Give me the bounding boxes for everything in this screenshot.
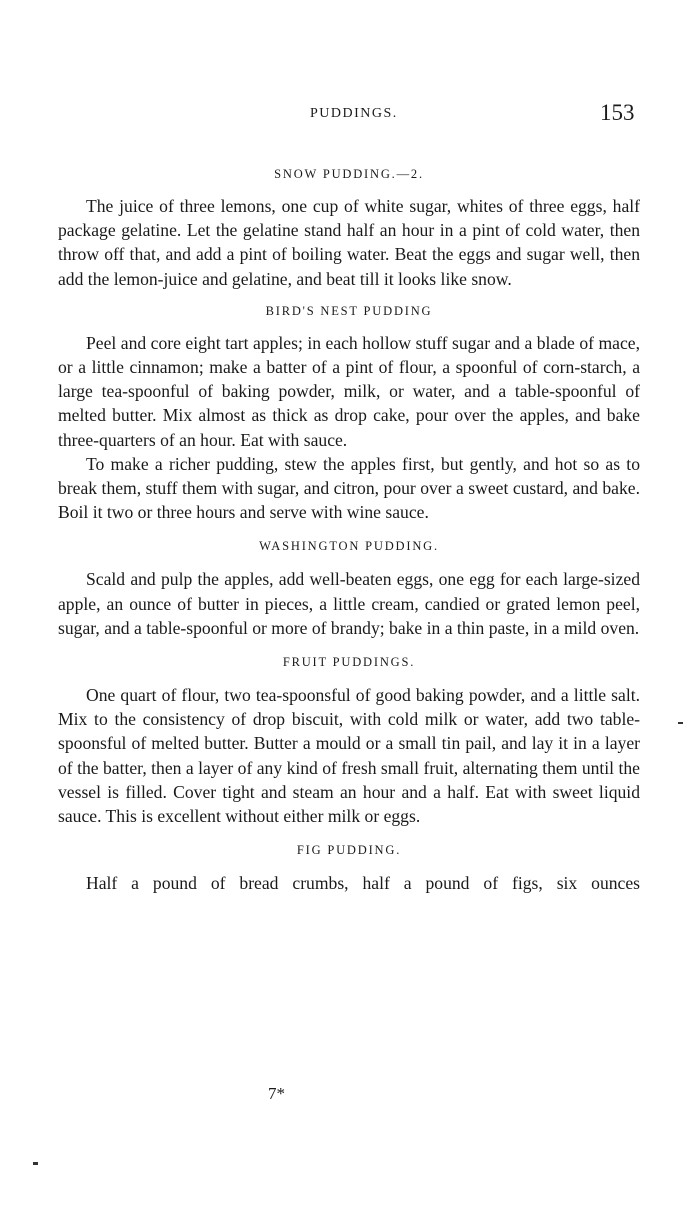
recipe-paragraph: One quart of flour, two tea-spoonsful of good baking powder, and a little salt. Mix to the consistency of drop biscuit, with cold milk or water, add two table-spoonsful of melted butter. Butter a mould or a small tin pail, and lay it in a layer of the batter, then a layer of any kind of fresh small fruit, alternating them until the vessel is filled. Cover tight and steam an hour and a half. Eat with sweet liquid sauce. This is excellent without either milk or eggs. xyxy=(58,685,640,827)
recipe-heading: SNOW PUDDING.—2. xyxy=(274,167,424,181)
recipe-birds-nest-pudding xyxy=(58,303,640,525)
recipe-paragraph: Peel and core eight tart apples; in each hollow stuff sugar and a blade of mace, or a little cinnamon; make a batter of a pint of flour, a spoonful of corn-starch, a large tea-spoonful of baking powder, milk, or water, and a table-spoonful of melted butter. Mix almost as thick as drop cake, pour over the apples, and bake three-quarters of an hour. Eat with sauce. xyxy=(58,332,640,450)
recipe-heading: BIRD'S NEST PUDDING xyxy=(265,303,433,318)
recipe-paragraph: Scald and pulp the apples, add well-beaten eggs, one egg for each large-sized apple, an ounce of butter in pieces, a little cream, candied or grated lemon peel, sugar, and a table-spoonful or more of brandy; bake in a thin paste, in a mild oven. xyxy=(58,569,640,638)
recipe-paragraph: The juice of three lemons, one cup of white sugar, whites of three eggs, half package gelatine. Let the gelatine stand half an hour in a pint of cold water, then throw off that, and add a pint of boiling water. Beat the eggs and sugar well, then add the lemon-juice and gelatine, and beat till it looks like snow. xyxy=(58,196,640,289)
ink-speck xyxy=(678,722,683,724)
running-head xyxy=(0,100,700,130)
recipe-paragraph: To make a richer pudding, stew the apples first, but gently, and hot so as to break them, stuff them with sugar, and citron, pour over a sweet custard, and bake. Boil it two or three hours and serve with wine sauce. xyxy=(58,453,640,523)
recipe-fruit-puddings xyxy=(58,654,640,828)
signature-mark: 7* xyxy=(268,1084,285,1103)
recipe-heading: FIG PUDDING. xyxy=(296,843,402,858)
running-title: PUDDINGS. xyxy=(310,106,398,121)
recipe-heading: WASHINGTON PUDDING. xyxy=(259,539,439,554)
recipe-snow-pudding xyxy=(58,166,640,291)
recipe-washington-pudding xyxy=(58,538,640,640)
ink-speck xyxy=(33,1162,38,1165)
recipe-paragraph: Half a pound of bread crumbs, half a pound of figs, six ounces xyxy=(86,873,640,894)
recipe-text xyxy=(58,166,640,895)
recipe-fig-pudding xyxy=(58,842,640,895)
page-number: 153 xyxy=(600,100,635,125)
recipe-heading: FRUIT PUDDINGS. xyxy=(282,655,416,670)
